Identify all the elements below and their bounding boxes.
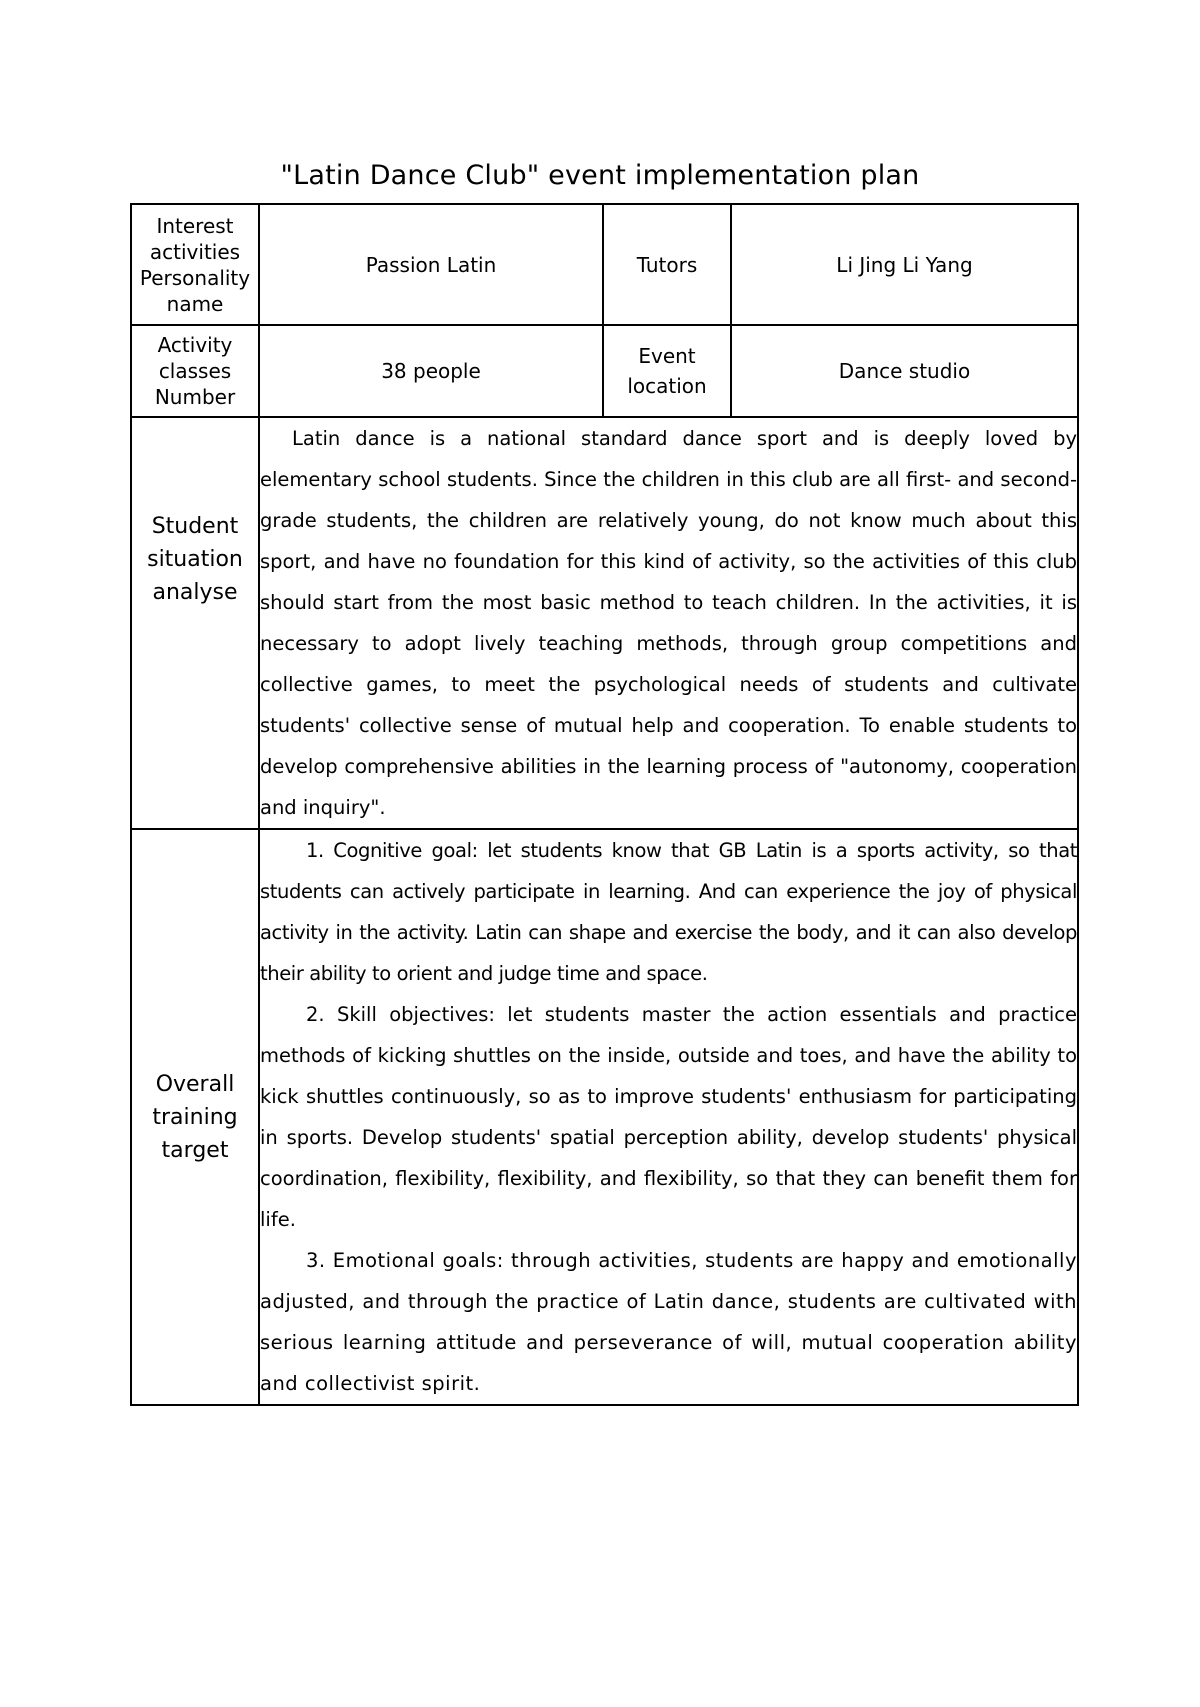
table-row-training-target xyxy=(131,829,1078,1405)
training-target-cell xyxy=(259,829,1078,1405)
student-situation-text: Latin dance is a national standard dance sport and is deeply loved by elementary school students. Since the children in this club are all first- and second-grade students, the children are relatively young, do not know much about this sport, and have no foundation for this kind of activity, so the activities of this club should start from the most basic method to teach children. In the activities, it is necessary to adopt lively teaching methods, through group competitions and collective games, to meet the psychological needs of students and cultivate students' collective sense of mutual help and cooperation. To enable students to develop comprehensive abilities in the learning process of "autonomy, cooperation and inquiry". xyxy=(260,427,1077,819)
event-location-value: Dance studio xyxy=(731,325,1078,417)
emotional-goal-text: 3. Emotional goals: through activities, students are happy and emotionally adjusted, and through the practice of Latin dance, students are cultivated with serious learning attitude and perseverance of will, mutual cooperation ability and collectivist spirit. xyxy=(260,1249,1077,1395)
student-situation-text-cell xyxy=(259,417,1078,829)
cognitive-goal-text: 1. Cognitive goal: let students know that GB Latin is a sports activity, so that students can actively participate in learning. And can experience the joy of physical activity in the activity. Latin can shape and exercise the body, and it can also develop their ability to orient and judge time and space. xyxy=(260,839,1077,985)
skill-objective-text: 2. Skill objectives: let students master the action essentials and practice methods of kicking shuttles on the inside, outside and toes, and have the ability to kick shuttles continuously, so as to improve students' enthusiasm for participating in sports. Develop students' spatial perception ability, develop students' physical coordination, flexibility, flexibility, and flexibility, so that they can benefit them for life. xyxy=(260,1003,1077,1231)
page-title: "Latin Dance Club" event implementation plan xyxy=(280,160,920,191)
activity-name-value: Passion Latin xyxy=(259,204,603,325)
student-situation-label: Student situation analyse xyxy=(131,417,259,829)
training-target-label: Overall training target xyxy=(131,829,259,1405)
table-row-student-situation xyxy=(131,417,1078,829)
event-location-label: Event location xyxy=(603,325,731,417)
tutors-value: Li Jing Li Yang xyxy=(731,204,1078,325)
implementation-plan-table xyxy=(130,203,1079,1406)
table-row-class-number xyxy=(131,325,1078,417)
class-number-value: 38 people xyxy=(259,325,603,417)
activity-name-label: Interest activities Personality name xyxy=(131,204,259,325)
tutors-label: Tutors xyxy=(603,204,731,325)
table-row-activity-name xyxy=(131,204,1078,325)
class-number-label: Activity classes Number xyxy=(131,325,259,417)
